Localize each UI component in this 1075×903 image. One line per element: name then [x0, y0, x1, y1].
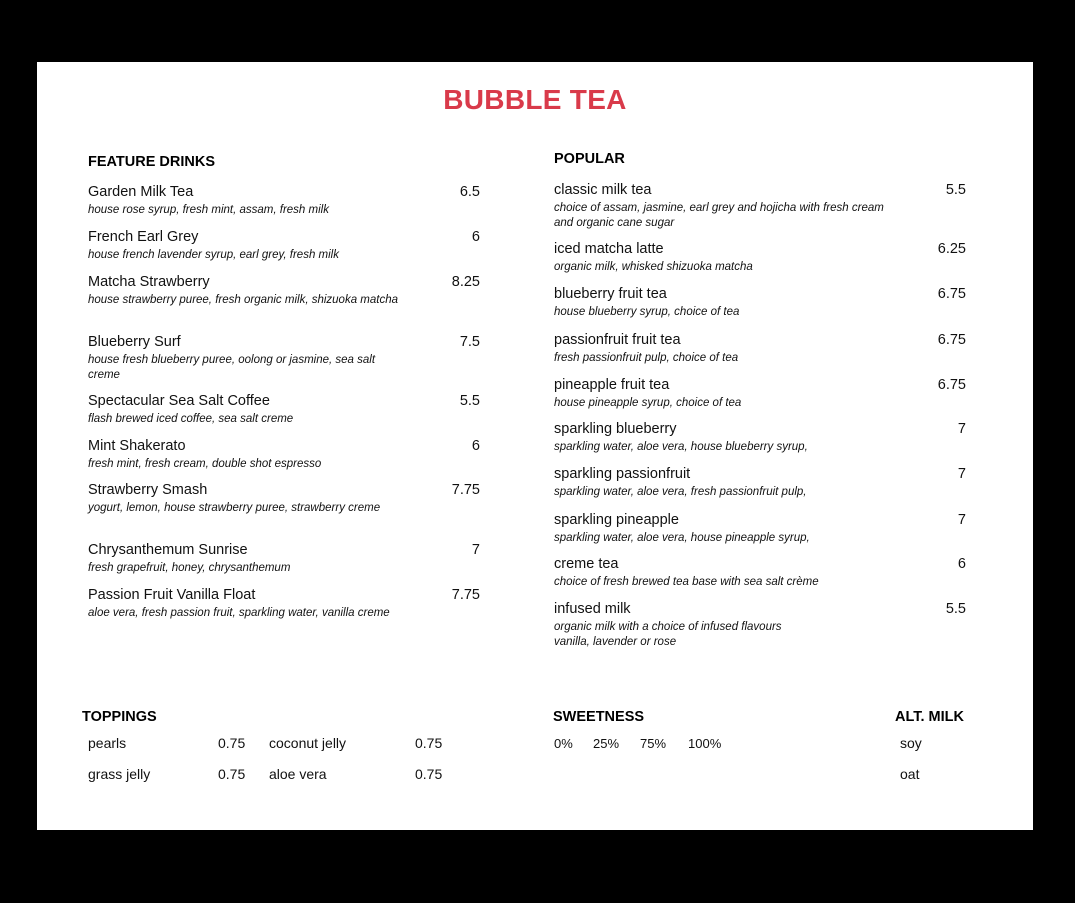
item-name: sparkling blueberry: [554, 421, 677, 437]
item-description: fresh grapefruit, honey, chrysanthemum: [88, 562, 291, 574]
item-description: house blueberry syrup, choice of tea: [554, 306, 740, 318]
item-name: French Earl Grey: [88, 229, 199, 245]
popular-heading: POPULAR: [554, 151, 625, 167]
item-description: yogurt, lemon, house strawberry puree, strawberry creme: [88, 502, 381, 514]
alt-milk-option: soy: [900, 735, 922, 751]
item-price: 5.5: [945, 182, 966, 198]
item-description: house fresh blueberry puree, oolong or jasmine, sea salt creme: [88, 354, 376, 381]
item-price: 6.5: [459, 184, 480, 200]
item-name: Blueberry Surf: [88, 334, 181, 350]
menu-title: BUBBLE TEA: [443, 84, 627, 115]
item-description: choice of assam, jasmine, earl grey and hojicha with fresh cream and organic cane sugar: [554, 202, 884, 229]
topping-price: 0.75: [218, 735, 246, 751]
item-description: organic milk, whisked shizuoka matcha: [554, 261, 753, 273]
item-description: house rose syrup, fresh mint, assam, fresh milk: [88, 204, 329, 216]
item-description: fresh mint, fresh cream, double shot espresso: [88, 458, 322, 470]
item-price: 7.75: [451, 587, 480, 603]
item-price: 6: [471, 438, 480, 454]
item-name: Spectacular Sea Salt Coffee: [88, 393, 270, 409]
item-price: 7.5: [459, 334, 480, 350]
topping-price: 0.75: [415, 735, 443, 751]
item-price: 6.75: [937, 377, 966, 393]
item-name: pineapple fruit tea: [554, 377, 670, 393]
item-name: passionfruit fruit tea: [554, 332, 681, 348]
feature-drinks-heading: FEATURE DRINKS: [88, 154, 216, 170]
item-name: Matcha Strawberry: [88, 274, 210, 290]
menu-page: [37, 62, 1033, 830]
topping-name: coconut jelly: [269, 735, 347, 751]
item-price: 6.25: [937, 241, 966, 257]
item-name: infused milk: [554, 601, 631, 617]
item-price: 7: [957, 421, 966, 437]
topping-name: pearls: [88, 735, 127, 751]
item-name: Mint Shakerato: [88, 438, 186, 454]
item-name: Passion Fruit Vanilla Float: [88, 587, 256, 603]
item-description: flash brewed iced coffee, sea salt creme: [88, 413, 294, 425]
item-price: 6.75: [937, 286, 966, 302]
sweetness-heading: SWEETNESS: [553, 709, 645, 725]
item-price: 5.5: [945, 601, 966, 617]
item-price: 7.75: [451, 482, 480, 498]
item-price: 6.75: [937, 332, 966, 348]
toppings-heading: TOPPINGS: [82, 709, 157, 725]
topping-price: 0.75: [218, 766, 246, 782]
item-price: 8.25: [451, 274, 480, 290]
item-price: 7: [957, 512, 966, 528]
item-price: 6: [957, 556, 966, 572]
item-description: house strawberry puree, fresh organic milk, shizuoka matcha: [88, 294, 399, 306]
sweetness-level: 25%: [593, 736, 620, 751]
item-description: fresh passionfruit pulp, choice of tea: [554, 352, 739, 364]
item-description: organic milk with a choice of infused flavours vanilla, lavender or rose: [554, 621, 782, 648]
item-description: sparkling water, aloe vera, house blueberry syrup,: [554, 441, 808, 453]
item-name: classic milk tea: [554, 182, 652, 198]
item-description: aloe vera, fresh passion fruit, sparkling water, vanilla creme: [88, 607, 390, 619]
item-name: Garden Milk Tea: [88, 184, 194, 200]
alt-milk-heading: ALT. MILK: [895, 709, 964, 725]
item-price: 7: [471, 542, 480, 558]
item-description: choice of fresh brewed tea base with sea salt crème: [554, 576, 819, 588]
item-description: sparkling water, aloe vera, house pineapple syrup,: [554, 532, 810, 544]
item-description: sparkling water, aloe vera, fresh passionfruit pulp,: [554, 486, 807, 498]
item-name: creme tea: [554, 556, 619, 572]
topping-name: aloe vera: [269, 766, 327, 782]
item-name: sparkling passionfruit: [554, 466, 691, 482]
item-price: 7: [957, 466, 966, 482]
item-name: blueberry fruit tea: [554, 286, 667, 302]
topping-name: grass jelly: [88, 766, 151, 782]
item-price: 6: [471, 229, 480, 245]
item-name: Strawberry Smash: [88, 482, 208, 498]
alt-milk-option: oat: [900, 766, 920, 782]
item-name: Chrysanthemum Sunrise: [88, 542, 248, 558]
topping-price: 0.75: [415, 766, 443, 782]
sweetness-level: 75%: [640, 736, 667, 751]
item-price: 5.5: [459, 393, 480, 409]
item-name: sparkling pineapple: [554, 512, 679, 528]
item-description: house french lavender syrup, earl grey, fresh milk: [88, 249, 339, 261]
item-description: house pineapple syrup, choice of tea: [554, 397, 742, 409]
sweetness-level: 0%: [554, 736, 573, 751]
item-name: iced matcha latte: [554, 241, 664, 257]
sweetness-level: 100%: [688, 736, 722, 751]
